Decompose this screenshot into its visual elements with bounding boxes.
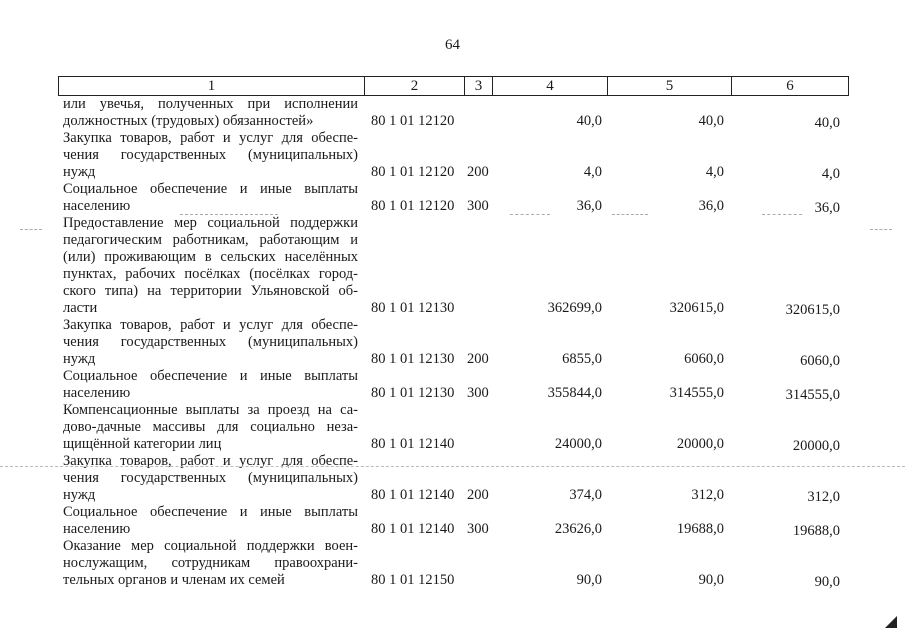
row-description xyxy=(63,130,358,181)
budget-code: 80 1 01 12130 xyxy=(371,300,455,316)
budget-code: 80 1 01 12120 xyxy=(371,198,455,214)
value-col-6: 6060,0 xyxy=(800,353,840,369)
description-line: Оказание мер социальной поддержки воен- xyxy=(63,538,358,554)
description-line: нужд xyxy=(63,164,96,180)
description-line: нужд xyxy=(63,487,96,503)
row-description xyxy=(63,215,358,317)
description-line: Закупка товаров, работ и услуг для обеспе- xyxy=(63,317,358,333)
row-description xyxy=(63,181,358,215)
scan-artifact xyxy=(180,214,278,215)
description-line: чения государственных (муниципальных) xyxy=(63,147,358,163)
expense-type: 300 xyxy=(467,198,489,214)
value-col-4: 36,0 xyxy=(576,198,602,214)
value-col-5: 312,0 xyxy=(691,487,724,503)
row-description xyxy=(63,538,358,589)
description-line: Предоставление мер социальной поддержки xyxy=(63,215,358,231)
row-description xyxy=(63,504,358,538)
budget-code: 80 1 01 12120 xyxy=(371,164,455,180)
header-col-6: 6 xyxy=(731,77,848,95)
description-line: щищённой категории лиц xyxy=(63,436,222,452)
value-col-4: 374,0 xyxy=(569,487,602,503)
table-header xyxy=(58,76,849,96)
budget-code: 80 1 01 12150 xyxy=(371,572,455,588)
value-col-4: 362699,0 xyxy=(547,300,602,316)
expense-type: 200 xyxy=(467,351,489,367)
description-line: Закупка товаров, работ и услуг для обеспе- xyxy=(63,130,358,146)
expense-type: 200 xyxy=(467,487,489,503)
value-col-5: 6060,0 xyxy=(684,351,724,367)
budget-code: 80 1 01 12130 xyxy=(371,351,455,367)
value-col-5: 4,0 xyxy=(705,164,724,180)
value-col-6: 314555,0 xyxy=(785,387,840,403)
budget-code: 80 1 01 12140 xyxy=(371,436,455,452)
description-line: чения государственных (муниципальных) xyxy=(63,470,358,486)
description-line: или увечья, полученных при исполнении xyxy=(63,96,358,112)
value-col-5: 314555,0 xyxy=(669,385,724,401)
budget-code: 80 1 01 12120 xyxy=(371,113,455,129)
corner-mark xyxy=(885,616,897,628)
value-col-4: 4,0 xyxy=(583,164,602,180)
row-description xyxy=(63,453,358,504)
value-col-5: 20000,0 xyxy=(676,436,724,452)
row-description xyxy=(63,96,358,130)
description-line: (или) проживающим в сельских населённых xyxy=(63,249,358,265)
scan-artifact xyxy=(762,214,802,215)
description-line: нужд xyxy=(63,351,96,367)
page-number: 64 xyxy=(445,37,460,53)
value-col-5: 36,0 xyxy=(698,198,724,214)
value-col-5: 19688,0 xyxy=(676,521,724,537)
expense-type: 300 xyxy=(467,521,489,537)
value-col-4: 40,0 xyxy=(576,113,602,129)
description-line: должностных (трудовых) обязанностей» xyxy=(63,113,314,129)
row-description xyxy=(63,317,358,368)
description-line: населению xyxy=(63,521,131,537)
header-col-2: 2 xyxy=(364,77,464,95)
description-line: пунктах, рабочих посёлках (посёлках город- xyxy=(63,266,358,282)
expense-type: 300 xyxy=(467,385,489,401)
value-col-6: 36,0 xyxy=(814,200,840,216)
value-col-4: 6855,0 xyxy=(562,351,602,367)
scan-artifact xyxy=(510,214,550,215)
description-line: Закупка товаров, работ и услуг для обеспе- xyxy=(63,453,358,469)
row-description xyxy=(63,402,358,453)
description-line: нослужащим, сотрудникам правоохрани- xyxy=(63,555,358,571)
description-line: населению xyxy=(63,198,131,214)
value-col-4: 23626,0 xyxy=(554,521,602,537)
description-line: Социальное обеспечение и иные выплаты xyxy=(63,181,358,197)
description-line: тельных органов и членам их семей xyxy=(63,572,285,588)
scan-artifact xyxy=(612,214,648,215)
description-line: Компенсационные выплаты за проезд на са- xyxy=(63,402,358,418)
budget-code: 80 1 01 12130 xyxy=(371,385,455,401)
value-col-6: 40,0 xyxy=(814,115,840,131)
scan-artifact xyxy=(0,466,905,467)
description-line: чения государственных (муниципальных) xyxy=(63,334,358,350)
value-col-5: 40,0 xyxy=(698,113,724,129)
value-col-5: 320615,0 xyxy=(669,300,724,316)
description-line: Социальное обеспечение и иные выплаты xyxy=(63,368,358,384)
scan-artifact xyxy=(20,229,42,230)
row-description xyxy=(63,368,358,402)
description-line: Социальное обеспечение и иные выплаты xyxy=(63,504,358,520)
description-line: педагогическим работникам, работающим и xyxy=(63,232,358,248)
value-col-5: 90,0 xyxy=(698,572,724,588)
value-col-6: 4,0 xyxy=(821,166,840,182)
description-line: ласти xyxy=(63,300,98,316)
header-col-5: 5 xyxy=(607,77,731,95)
description-line: ского типа) на территории Ульяновской об- xyxy=(63,283,358,299)
value-col-4: 90,0 xyxy=(576,572,602,588)
value-col-6: 90,0 xyxy=(814,574,840,590)
scan-artifact xyxy=(870,229,892,230)
description-line: населению xyxy=(63,385,131,401)
budget-code: 80 1 01 12140 xyxy=(371,487,455,503)
header-col-1: 1 xyxy=(207,78,216,94)
value-col-6: 320615,0 xyxy=(785,302,840,318)
value-col-4: 355844,0 xyxy=(547,385,602,401)
description-line: дово-дачные массивы для социально неза- xyxy=(63,419,358,435)
value-col-6: 19688,0 xyxy=(792,523,840,539)
value-col-4: 24000,0 xyxy=(554,436,602,452)
header-col-3: 3 xyxy=(464,77,492,95)
value-col-6: 312,0 xyxy=(807,489,840,505)
value-col-6: 20000,0 xyxy=(792,438,840,454)
header-col-4: 4 xyxy=(492,77,607,95)
expense-type: 200 xyxy=(467,164,489,180)
budget-code: 80 1 01 12140 xyxy=(371,521,455,537)
